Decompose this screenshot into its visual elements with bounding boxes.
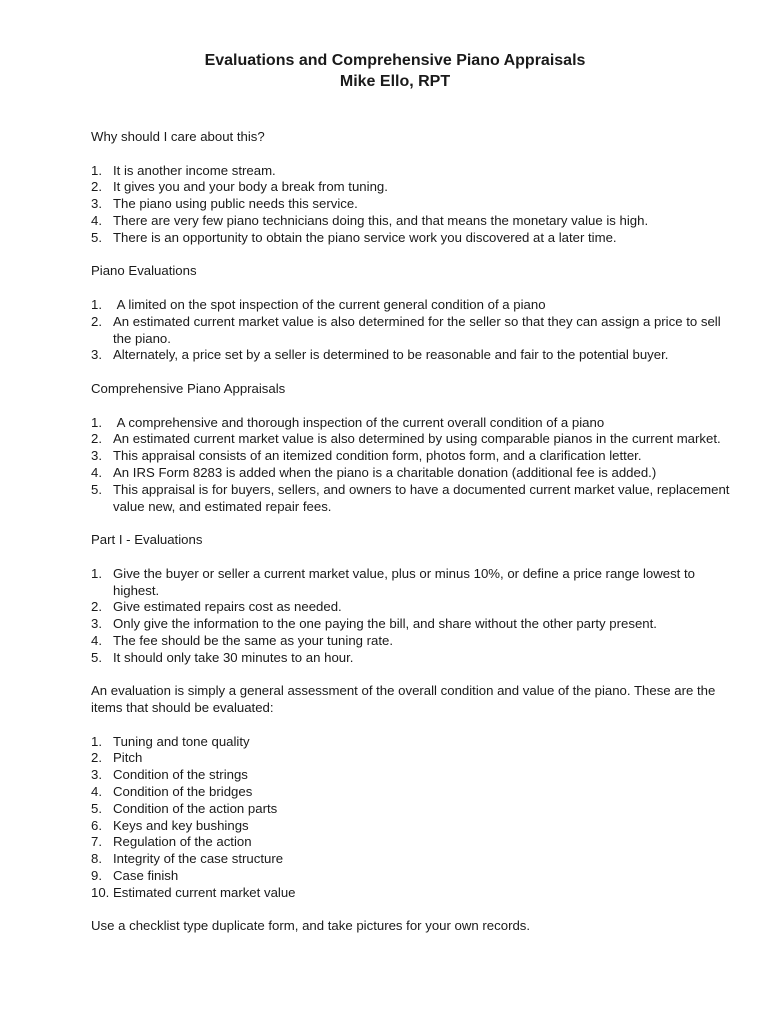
- list-text: The fee should be the same as your tuning rate.: [113, 632, 394, 648]
- list-number: 7.: [91, 834, 102, 850]
- list-text: Tuning and tone quality: [113, 733, 250, 749]
- list-number: 1.: [91, 733, 102, 749]
- evaluations-list: [91, 297, 731, 364]
- list-item: [91, 431, 731, 448]
- list-item: [91, 784, 731, 801]
- document-body: [91, 129, 731, 952]
- list-number: 2.: [91, 750, 102, 766]
- list-text: A comprehensive and thorough inspection of the current overall condition of a piano: [113, 414, 605, 430]
- closing-note: Use a checklist type duplicate form, and take pictures for your own records.: [91, 918, 531, 934]
- part1-list: [91, 566, 731, 667]
- list-text: This appraisal is for buyers, sellers, and owners to have a documented current market value, replacement value new, and estimated repair fees.: [113, 481, 730, 514]
- list-text: Condition of the action parts: [113, 800, 278, 816]
- list-number: 1.: [91, 565, 102, 581]
- list-text: There are very few piano technicians doing this, and that means the monetary value is high.: [113, 212, 649, 228]
- list-item: [91, 179, 731, 196]
- list-text: There is an opportunity to obtain the piano service work you discovered at a later time.: [113, 229, 617, 245]
- list-text: Condition of the strings: [113, 767, 248, 783]
- list-text: Only give the information to the one paying the bill, and share without the other party present.: [113, 616, 657, 632]
- list-number: 8.: [91, 851, 102, 867]
- list-number: 1.: [91, 296, 102, 312]
- list-text: Condition of the bridges: [113, 784, 253, 800]
- list-number: 3.: [91, 767, 102, 783]
- list-item: [91, 834, 731, 851]
- list-item: [91, 448, 731, 465]
- list-item: [91, 297, 731, 314]
- list-item: [91, 415, 731, 432]
- list-text: Case finish: [113, 868, 179, 884]
- list-item: [91, 868, 731, 885]
- list-number: 3.: [91, 616, 102, 632]
- section-heading-appraisals: Comprehensive Piano Appraisals: [91, 380, 286, 396]
- why-list: [91, 163, 731, 247]
- list-text: Integrity of the case structure: [113, 851, 284, 867]
- list-text: This appraisal consists of an itemized condition form, photos form, and a clarification letter.: [113, 448, 642, 464]
- list-item: [91, 314, 731, 348]
- list-text: A limited on the spot inspection of the current general condition of a piano: [113, 296, 546, 312]
- list-number: 2.: [91, 599, 102, 615]
- list-number: 3.: [91, 448, 102, 464]
- list-text: It gives you and your body a break from tuning.: [113, 179, 388, 195]
- list-item: [91, 650, 731, 667]
- list-number: 4.: [91, 784, 102, 800]
- list-text: An estimated current market value is also determined for the seller so that they can assign a price to sell the piano.: [113, 313, 721, 346]
- list-number: 6.: [91, 817, 102, 833]
- list-number: 10.: [91, 884, 110, 900]
- list-text: Give estimated repairs cost as needed.: [113, 599, 342, 615]
- list-text: Give the buyer or seller a current market value, plus or minus 10%, or define a price range lowest to highest.: [113, 565, 695, 598]
- list-item: [91, 633, 731, 650]
- list-number: 1.: [91, 162, 102, 178]
- list-item: [91, 347, 731, 364]
- list-text: It is another income stream.: [113, 162, 276, 178]
- list-number: 3.: [91, 196, 102, 212]
- list-item: [91, 851, 731, 868]
- appraisals-list: [91, 415, 731, 516]
- list-text: Alternately, a price set by a seller is determined to be reasonable and fair to the potential buyer.: [113, 347, 669, 363]
- list-number: 4.: [91, 464, 102, 480]
- list-number: 3.: [91, 347, 102, 363]
- evaluated-items-list: [91, 734, 731, 902]
- list-item: [91, 750, 731, 767]
- section-heading-evaluations: Piano Evaluations: [91, 263, 197, 279]
- list-number: 5.: [91, 481, 102, 497]
- list-number: 1.: [91, 414, 102, 430]
- list-text: Regulation of the action: [113, 834, 252, 850]
- list-text: Keys and key bushings: [113, 817, 249, 833]
- document-header: [0, 50, 770, 92]
- list-item: [91, 885, 731, 902]
- list-text: It should only take 30 minutes to an hour.: [113, 649, 354, 665]
- list-item: [91, 465, 731, 482]
- section-heading-part1: Part I - Evaluations: [91, 532, 203, 548]
- list-text: Pitch: [113, 750, 143, 766]
- list-item: [91, 734, 731, 751]
- list-item: [91, 599, 731, 616]
- list-item: [91, 196, 731, 213]
- list-number: 2.: [91, 313, 102, 329]
- list-number: 5.: [91, 229, 102, 245]
- list-item: [91, 482, 731, 516]
- document-author: Mike Ello, RPT: [339, 73, 451, 90]
- list-item: [91, 801, 731, 818]
- list-number: 4.: [91, 632, 102, 648]
- section-heading-why: Why should I care about this?: [91, 129, 265, 144]
- list-number: 5.: [91, 649, 102, 665]
- list-number: 2.: [91, 179, 102, 195]
- list-item: [91, 566, 731, 600]
- list-item: [91, 213, 731, 230]
- list-text: An IRS Form 8283 is added when the piano is a charitable donation (additional fee is added.): [113, 464, 657, 480]
- list-item: [91, 616, 731, 633]
- document-title: Evaluations and Comprehensive Piano Appraisals: [204, 52, 586, 69]
- list-number: 4.: [91, 212, 102, 228]
- list-number: 5.: [91, 800, 102, 816]
- list-number: 2.: [91, 431, 102, 447]
- list-item: [91, 767, 731, 784]
- list-number: 9.: [91, 868, 102, 884]
- list-text: The piano using public needs this service.: [113, 196, 358, 212]
- list-item: [91, 818, 731, 835]
- list-text: Estimated current market value: [113, 884, 296, 900]
- evaluation-intro: An evaluation is simply a general assessment of the overall condition and value of the piano. These are the items that should be evaluated:: [91, 683, 716, 716]
- list-text: An estimated current market value is also determined by using comparable pianos in the current market.: [113, 431, 721, 447]
- list-item: [91, 163, 731, 180]
- list-item: [91, 230, 731, 247]
